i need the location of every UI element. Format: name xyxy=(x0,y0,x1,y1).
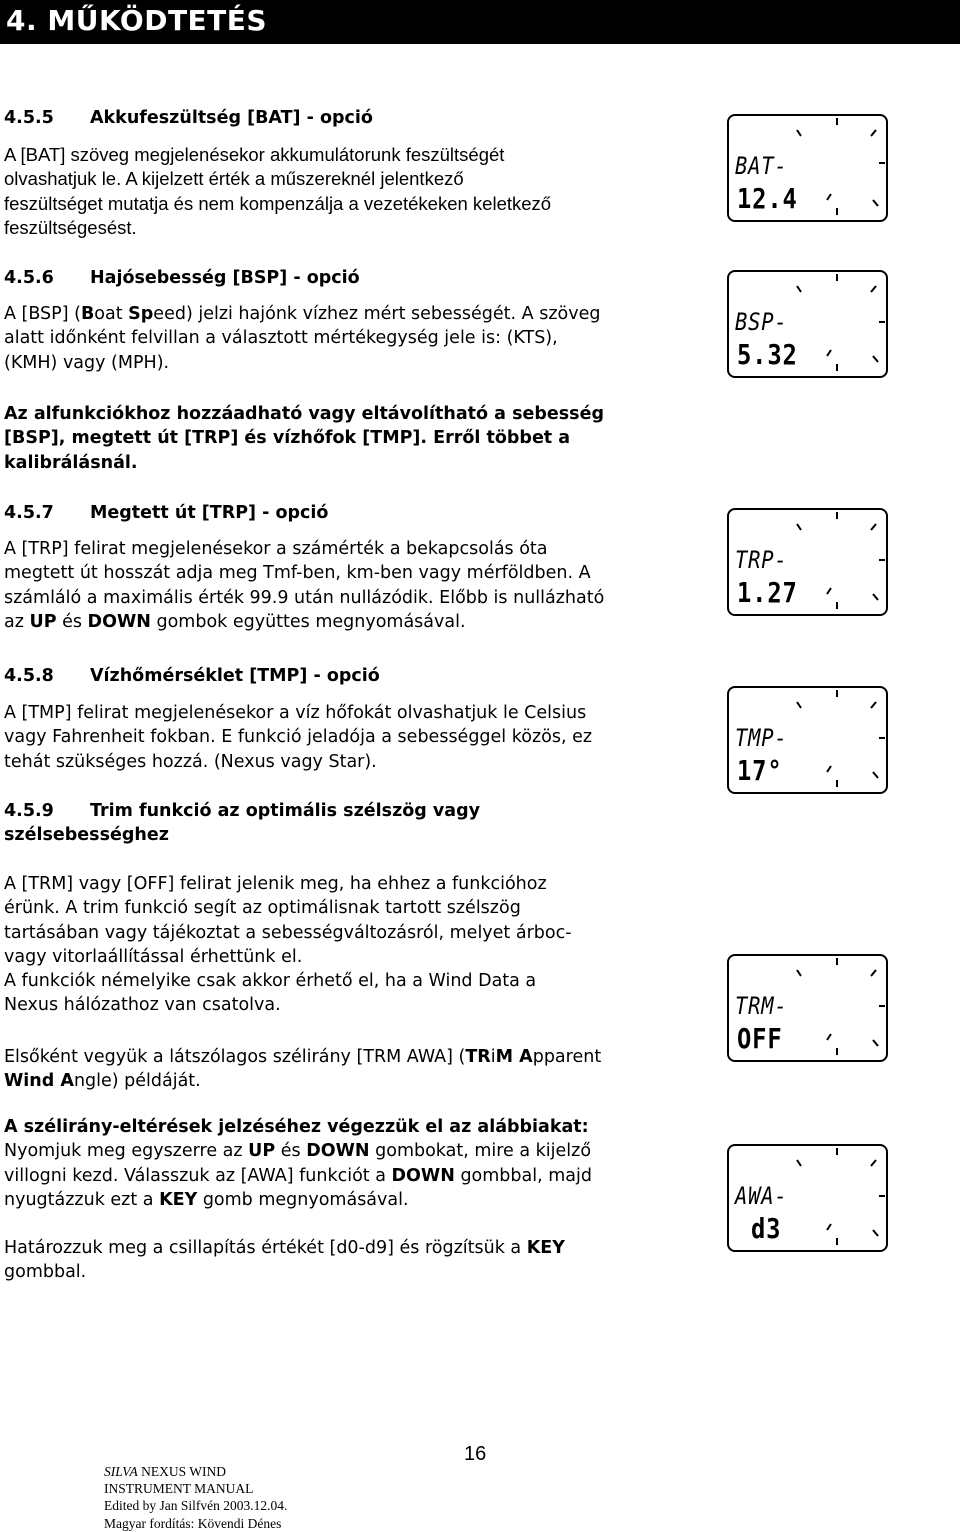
page-number: 16 xyxy=(464,1443,487,1465)
paragraph-awa-steps: A szélirány-eltérések jelzéséhez végezzük el az alábbiakat: Nyomjuk meg egyszerre az UP és DOWN gombokat, mire a kijelző villogni kezd. Válasszuk az [AWA] funkciót a DOWN gombbal, majd nyugtázzuk ezt a KEY gomb megnyomásával. xyxy=(4,1117,592,1210)
chapter-header xyxy=(0,0,960,44)
heading-4-5-5: 4.5.5 Akkufeszültség [BAT] - opció xyxy=(4,108,373,128)
lcd-label: AWA- xyxy=(735,1182,788,1210)
footer: SILVA NEXUS WIND INSTRUMENT MANUAL Edited by Jan Silfvén 2003.12.04. Magyar fordítás: Kövendi Dénes xyxy=(104,1464,288,1531)
lcd-display-bsp xyxy=(727,270,888,378)
lcd-value: 12.4 xyxy=(737,182,798,215)
footer-brand: SILVA xyxy=(104,1464,138,1479)
lcd-display-bat xyxy=(727,114,888,222)
lcd-label: TRP- xyxy=(735,546,788,574)
paragraph-trim: A [TRM] vagy [OFF] felirat jelenik meg, ha ehhez a funkcióhoz érünk. A trim funkció segít az optimálisnak tartott szélszög tartásában vagy tájékoztat a sebességváltozásról, melyet árboc- vagy vitorlaállítással érhettünk el. A funkciók némelyike csak akkor érhető el, ha a Wind Data a Nexus hálózathoz van csatolva. xyxy=(4,874,572,1016)
lcd-label: TMP- xyxy=(735,724,788,752)
paragraph-bat: A [BAT] szöveg megjelenésekor akkumulátorunk feszültségét olvashatjuk le. A kijelzett érték a műszereknél jelentkező feszültséget mutatja és nem kompenzálja a vezetékeken keletkező feszültségesést. xyxy=(4,144,552,238)
heading-4-5-7: 4.5.7 Megtett út [TRP] - opció xyxy=(4,503,329,523)
lcd-value: OFF xyxy=(737,1022,783,1055)
paragraph-awa-intro: Elsőként vegyük a látszólagos szélirány [TRM AWA] (TRiM Apparent Wind Angle) példáját. xyxy=(4,1047,602,1092)
lcd-display-awa xyxy=(727,1144,888,1252)
paragraph-tmp: A [TMP] felirat megjelenésekor a víz hőfokát olvashatjuk le Celsius vagy Fahrenheit fokban. E funkció jeladója a sebességgel közös, ez tehát szükséges hozzá. (Nexus vagy Star). xyxy=(4,703,593,772)
lcd-value: 17° xyxy=(737,754,783,787)
lcd-value: 5.32 xyxy=(737,338,798,371)
lcd-label: BSP- xyxy=(735,308,788,336)
lcd-label: BAT- xyxy=(735,152,788,180)
paragraph-trp: A [TRP] felirat megjelenésekor a számérték a bekapcsolás óta megtett út hosszát adja meg Tmf-ben, km-ben vagy mérföldben. A számláló a maximális érték 99.9 után nullázódik. Előbb is nullázható az UP és DOWN gombok együttes megnyomásával. xyxy=(4,539,605,632)
chapter-title: 4. MŰKÖDTETÉS xyxy=(6,4,268,37)
heading-4-5-8: 4.5.8 Vízhőmérséklet [TMP] - opció xyxy=(4,666,380,686)
lcd-label: TRM- xyxy=(735,992,788,1020)
lcd-display-tmp xyxy=(727,686,888,794)
heading-4-5-6: 4.5.6 Hajósebesség [BSP] - opció xyxy=(4,268,360,288)
lcd-value: d3 xyxy=(751,1212,782,1245)
paragraph-bsp: A [BSP] (Boat Speed) jelzi hajónk vízhez mért sebességét. A szöveg alatt időnként felvillan a választott mértékegység jele is: (KTS), (KMH) vagy (MPH). xyxy=(4,304,601,373)
lcd-display-trm xyxy=(727,954,888,1062)
note-subfunctions: Az alfunkciókhoz hozzáadható vagy eltávolítható a sebesség [BSP], megtett út [TRP] és vízhőfok [TMP]. Erről többet a kalibrálásnál. xyxy=(4,404,604,473)
paragraph-damping: Határozzuk meg a csillapítás értékét [d0-d9] és rögzítsük a KEY gombbal. xyxy=(4,1238,565,1283)
lcd-value: 1.27 xyxy=(737,576,798,609)
heading-4-5-9: 4.5.9 Trim funkció az optimális szélszög vagy szélsebességhez xyxy=(4,801,481,846)
lcd-display-trp xyxy=(727,508,888,616)
